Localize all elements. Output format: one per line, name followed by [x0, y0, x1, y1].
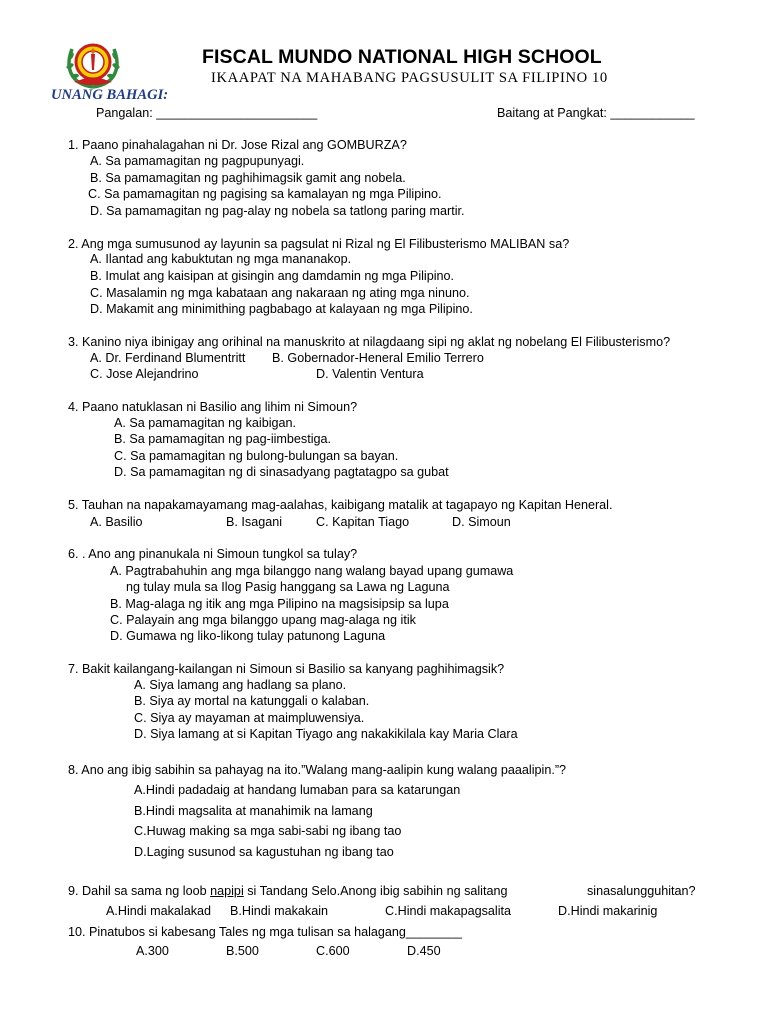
question-7-choice-a: A. Siya lamang ang hadlang sa plano.: [134, 678, 347, 692]
question-1-choice-b: B. Sa pamamagitan ng paghihimagsik gamit ang nobela.: [90, 171, 406, 185]
question-9-stem-text: 9. Dahil sa sama ng loob: [68, 884, 211, 898]
name-field: Pangalan: _______________________: [96, 106, 318, 120]
question-6-choice-b: B. Mag-alaga ng itik ang mga Pilipino na magsisipsip sa lupa: [110, 597, 449, 611]
part-label: UNANG BAHAGI:: [51, 87, 169, 103]
question-10-choice-b: B.500: [226, 944, 259, 958]
question-9-stem: [68, 884, 507, 899]
question-3-choice-d: D. Valentin Ventura: [316, 367, 424, 381]
exam-title: IKAAPAT NA MAHABANG PAGSUSULIT SA FILIPINO 10: [211, 70, 608, 86]
question-9-stem-end: sinasalungguhitan?: [587, 884, 696, 898]
question-10-choice-a: A.300: [136, 944, 169, 958]
question-7-choice-d: D. Siya lamang at si Kapitan Tiyago ang nakakikilala kay Maria Clara: [134, 727, 518, 741]
question-10-choice-d: D.450: [407, 944, 441, 958]
question-8-choice-b: B.Hindi magsalita at manahimik na lamang: [134, 804, 373, 818]
question-9-choice-a: A.Hindi makalakad: [106, 904, 211, 918]
question-9-stem-text-end: si Tandang Selo.Anong ibig sabihin ng salitang: [243, 884, 508, 898]
question-8-choice-c: C.Huwag making sa mga sabi-sabi ng ibang tao: [134, 824, 402, 838]
question-2-choice-b: B. Imulat ang kaisipan at gisingin ang damdamin ng mga Pilipino.: [90, 269, 455, 283]
question-10-stem: 10. Pinatubos si kabesang Tales ng mga tulisan sa halagang________: [68, 925, 462, 939]
question-8-stem: 8. Ano ang ibig sabihin sa pahayag na ito.”Walang mang-aalipin kung walang paaalipin.”?: [68, 763, 567, 777]
question-9-choice-d: D.Hindi makarinig: [558, 904, 658, 918]
question-4-stem: 4. Paano natuklasan ni Basilio ang lihim ni Simoun?: [68, 400, 358, 414]
question-4-choice-d: D. Sa pamamagitan ng di sinasadyang pagtatagpo sa gubat: [114, 465, 449, 479]
question-7-choice-c: C. Siya ay mayaman at maimpluwensiya.: [134, 711, 365, 725]
question-6-choice-c: C. Palayain ang mga bilanggo upang mag-alaga ng itik: [110, 613, 416, 627]
question-6-stem: 6. . Ano ang pinanukala ni Simoun tungkol sa tulay?: [68, 547, 358, 561]
question-3-choice-c: C. Jose Alejandrino: [90, 367, 199, 381]
question-9-choice-b: B.Hindi makakain: [230, 904, 328, 918]
question-1-choice-c: C. Sa pamamagitan ng pagising sa kamalayan ng mga Pilipino.: [88, 187, 442, 201]
question-5-stem: 5. Tauhan na napakamayamang mag-aalahas, kaibigang matalik at tagapayo ng Kapitan Heneral.: [68, 498, 613, 512]
question-4-choice-c: C. Sa pamamagitan ng bulong-bulungan sa bayan.: [114, 449, 399, 463]
question-5-choice-a: A. Basilio: [90, 515, 143, 529]
question-8-choice-d: D.Laging susunod sa kagustuhan ng ibang tao: [134, 845, 394, 859]
question-2-choice-d: D. Makamit ang minimithing pagbabago at kalayaan ng mga Pilipino.: [90, 302, 473, 316]
question-8-choice-a: A.Hindi padadaig at handang lumaban para sa katarungan: [134, 783, 461, 797]
question-5-choice-b: B. Isagani: [226, 515, 283, 529]
school-name: FISCAL MUNDO NATIONAL HIGH SCHOOL: [202, 46, 602, 68]
question-3-choice-b: B. Gobernador-Heneral Emilio Terrero: [272, 351, 484, 365]
question-6-choice-a-continued: ng tulay mula sa Ilog Pasig hanggang sa Lawa ng Laguna: [126, 580, 450, 594]
question-1-stem: 1. Paano pinahalagahan ni Dr. Jose Rizal ang GOMBURZA?: [68, 138, 407, 152]
section-field: Baitang at Pangkat: ____________: [497, 106, 695, 120]
question-1-choice-a: A. Sa pamamagitan ng pagpupunyagi.: [90, 154, 305, 168]
question-6-choice-d: D. Gumawa ng liko-likong tulay patunong Laguna: [110, 629, 386, 643]
question-10-choice-c: C.600: [316, 944, 350, 958]
question-7-choice-b: B. Siya ay mortal na katunggali o kalaban.: [134, 694, 370, 708]
question-9-underlined-word: napipi: [210, 884, 244, 898]
question-3-stem: 3. Kanino niya ibinigay ang orihinal na manuskrito at nilagdaang sipi ng aklat ng nobelang El Filibusterismo?: [68, 335, 671, 349]
question-5-choice-d: D. Simoun: [452, 515, 511, 529]
question-7-stem: 7. Bakit kailangang-kailangan ni Simoun si Basilio sa kanyang paghihimagsik?: [68, 662, 505, 676]
question-4-choice-a: A. Sa pamamagitan ng kaibigan.: [114, 416, 297, 430]
question-1-choice-d: D. Sa pamamagitan ng pag-alay ng nobela sa tatlong paring martir.: [90, 204, 465, 218]
school-seal-logo: [48, 32, 138, 92]
question-2-choice-a: A. Ilantad ang kabuktutan ng mga mananakop.: [90, 252, 352, 266]
question-3-choice-a: A. Dr. Ferdinand Blumentritt: [90, 351, 246, 365]
question-6-choice-a: A. Pagtrabahuhin ang mga bilanggo nang walang bayad upang gumawa: [110, 564, 514, 578]
question-9-choice-c: C.Hindi makapagsalita: [385, 904, 511, 918]
question-4-choice-b: B. Sa pamamagitan ng pag-iimbestiga.: [114, 432, 332, 446]
question-5-choice-c: C. Kapitan Tiago: [316, 515, 410, 529]
question-2-choice-c: C. Masalamin ng mga kabataan ang nakaraan ng ating mga ninuno.: [90, 286, 470, 300]
question-2-stem: 2. Ang mga sumusunod ay layunin sa pagsulat ni Rizal ng El Filibusterismo MALIBAN sa?: [68, 237, 570, 251]
